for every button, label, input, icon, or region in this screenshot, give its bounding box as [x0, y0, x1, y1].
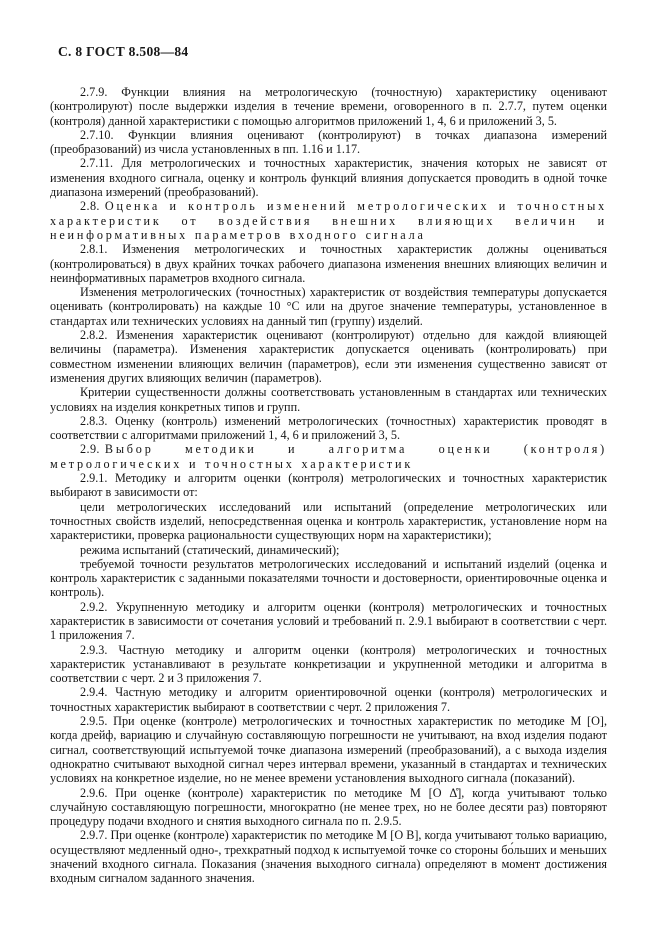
section-title-2-8: Оценка и контроль изменений метрологических и точностных характеристик от воздействия внешних влияющих величин и неинформативных параметров входного сигнала [50, 199, 607, 242]
paragraph-2-9-1-item-1: цели метрологических исследований или испытаний (определение метрологических или точностных свойств изделий, непосредственная оценка и контроль характеристик, установление норм на характеристики, проверка рациональности существующих норм на характеристики); [50, 499, 607, 543]
paragraph-2-9-5: 2.9.5. При оценке (контроле) метрологических и точностных характеристик по методике М [О], когда дрейф, вариацию и случайную составляющую погрешности не учитывают, на вход изделия подают сигнал, соответствующий испытуемой точке диапазона измерений (преобразований), а с выхода изделия однократно считывают выходной сигнал через интервал времени, указанный в стандартах и технических условиях на конкретное изделие, но не менее времени установления выходного сигнала (показаний). [50, 714, 607, 786]
paragraph-2-9-7: 2.9.7. При оценке (контроле) характеристик по методике М [О В], когда учитывают только вариацию, осуществляют медленный одно-, трехкратный подход к испытуемой точке со стороны бо́льших и меньших значений входного сигнала. Показания (значения выходного сигнала) определяют в момент достижения входным сигналом заданного значения. [50, 828, 607, 886]
paragraph-2-9-6: 2.9.6. При оценке (контроле) характеристик по методике М [О Δ̊], когда учитывают только случайную составляющую погрешности, многократно (не менее трех, но не более десяти раз) повторяют процедуру подачи входного и снятия выходного сигнала по п. 2.9.5. [50, 785, 607, 829]
paragraph-2-8-2-note: Критерии существенности должны соответствовать установленным в стандартах или технических условиях на изделия конкретных типов и групп. [50, 385, 607, 414]
paragraph-2-9-1-item-3: требуемой точности результатов метрологических исследований и испытаний изделий (оценка и контроль характеристик с заданными показателями точности и достоверности, ориентировочные оценка и контроль). [50, 556, 607, 600]
section-number-2-9: 2.9. [80, 442, 100, 457]
paragraph-2-7-10: 2.7.10. Функции влияния оценивают (контролируют) в точках диапазона измерений (преобразований) из числа установленных в пп. 1.16 и 1.17. [50, 127, 607, 157]
paragraph-2-9-1-item-2: режима испытаний (статический, динамический); [80, 542, 340, 557]
section-heading-2-9 [50, 442, 607, 471]
section-title-2-9: Выбор методики и алгоритма оценки (контроля) метрологических и точностных характеристик [50, 442, 607, 471]
paragraph-2-8-1-note: Изменения метрологических (точностных) характеристик от воздействия температуры допускается оценивать (контролировать) на каждые 10 °С или на другое значение температуры, установленное в стандартах или технических условиях на данный тип (группу) изделий. [50, 285, 607, 328]
paragraph-2-8-3: 2.8.3. Оценку (контроль) изменений метрологических (точностных) характеристик проводят в соответствии с алгоритмами приложений 1, 4, 6 и приложений 3, 5. [50, 413, 607, 443]
paragraph-2-9-3: 2.9.3. Частную методику и алгоритм оценки (контроля) метрологических и точностных характеристик устанавливают в результате конкретизации и укрупненной методики и алгоритма в соответствии с черт. 2 и 3 приложения 7. [50, 642, 607, 686]
document-body [50, 85, 607, 886]
paragraph-2-9-2: 2.9.2. Укрупненную методику и алгоритм оценки (контроля) метрологических и точностных характеристик в зависимости от сочетания условий и требований п. 2.9.1 выбирают в соответствии с черт. 1 приложения 7. [50, 599, 607, 643]
paragraph-2-8-2: 2.8.2. Изменения характеристик оценивают (контролируют) отдельно для каждой влияющей величины (параметра). Изменения характеристик допускается оценивать (контролировать) при совместном изменении влияющих величин (параметров), если эти изменения существенно зависят от изменения других влияющих величин (параметров). [50, 328, 607, 385]
paragraph-2-9-4: 2.9.4. Частную методику и алгоритм ориентировочной оценки (контроля) метрологических и точностных характеристик выбирают в соответствии с черт. 2 приложения 7. [50, 685, 607, 714]
section-number-2-8: 2.8. [80, 199, 100, 214]
paragraph-2-9-1: 2.9.1. Методику и алгоритм оценки (контроля) метрологических и точностных характеристик выбирают в зависимости от: [50, 471, 607, 500]
section-heading-2-8 [50, 199, 607, 242]
paragraph-2-7-9: 2.7.9. Функции влияния на метрологическую (точностную) характеристику оценивают (контролируют) после выдержки изделия в течение времени, оговоренного в п. 2.7.7, путем оценки (контроля) данной характеристики с помощью алгоритмов приложений 1, 4, 6 и приложений 3, 5. [50, 85, 607, 128]
page-header: С. 8 ГОСТ 8.508—84 [58, 44, 189, 59]
paragraph-2-8-1: 2.8.1. Изменения метрологических и точностных характеристик должны оцениваться (контролироваться) в двух крайних точках рабочего диапазона изменения внешних влияющих величин и неинформативных параметров входного сигнала. [50, 242, 607, 285]
paragraph-2-7-11: 2.7.11. Для метрологических и точностных характеристик, значения которых не зависят от изменения входного сигнала, оценку и контроль функций влияния допускается проводить в одной точке диапазона измерений (преобразований). [50, 156, 607, 200]
